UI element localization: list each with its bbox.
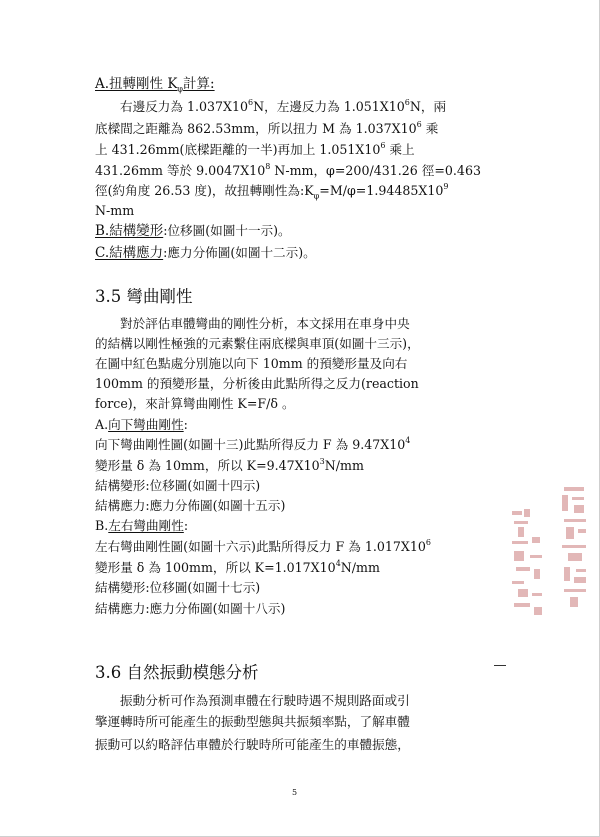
section-a-line-2: 底樑間之距離為 862.53mm，所以扭力 M 為 $1.037X10^6$ 乘: [95, 120, 439, 136]
section-b-line: B.結構變形:位移圖(如圖十一示)。: [95, 223, 291, 239]
section-c-line: C.結構應力:應力分佈圖(如圖十二示)。: [95, 245, 316, 261]
section-3-5-para-2: 的結構以剛性極強的元素繫住兩底樑與車頂(如圖十三示)，: [95, 336, 420, 351]
section-3-6-para-1: 振動分析可作為預測車體在行駛時遇不規則路面或引: [120, 693, 410, 708]
subsection-b-line-4: 結構應力:應力分佈圖(如圖十八示): [95, 601, 286, 616]
page-number: 5: [292, 788, 298, 797]
subsection-a-heading: A.向下彎曲剛性:: [95, 417, 188, 432]
section-a-line-5: 徑(約角度 26.53 度)，故扭轉剛性為$:K_\varphi=M/\varphi=1.94485X10^9$: [95, 182, 449, 201]
seal-stamp-right: [560, 483, 592, 613]
subsection-a-line-3: 結構變形:位移圖(如圖十四示): [95, 478, 261, 493]
section-3-5-para-5: force)，來計算彎曲剛性 K=F/δ 。: [95, 396, 295, 411]
subsection-a-line-2: 變形量 δ 為 10mm，所以 $K=9.47X10^3N/mm$: [95, 457, 364, 473]
seal-stamp-left: [510, 507, 550, 619]
subsection-a-line-4: 結構應力:應力分佈圖(如圖十五示): [95, 498, 286, 513]
section-3-5-para-1: 對於評估車體彎曲的剛性分析，本文採用在車身中央: [120, 316, 410, 331]
section-a-line-1: 右邊反力為 $1.037X10^6N$，左邊反力為 $1.051X10^6N$，兩: [120, 98, 447, 114]
section-3-6-para-2: 擎運轉時所可能產生的振動型態與共振頻率點，了解車體: [95, 714, 410, 729]
section-a-line-3: 上 431.26mm(底樑距離的一半)再加上 $1.051X10^6$ 乘上: [95, 141, 415, 157]
margin-dash: [494, 665, 506, 666]
subsection-b-line-1: 左右彎曲剛性圖(如圖十六示)此點所得反力 F 為 $1.017X10^6$: [95, 538, 431, 554]
subsection-b-line-2: 變形量 δ 為 100mm，所以 $K=1.017X10^4N/mm$: [95, 559, 380, 575]
section-3-5-para-4: 100mm 的預變形量，分析後由此點所得之反力(reaction: [95, 376, 419, 391]
subsection-b-line-3: 結構變形:位移圖(如圖十七示): [95, 580, 261, 595]
section-3-6-para-3: 振動可以約略評估車體於行駛時所可能產生的車體振態，: [95, 737, 410, 752]
section-a-line-6: N-mm: [95, 203, 135, 218]
section-a-heading: A.扭轉剛性 $K_\varphi$計算:: [95, 76, 215, 94]
subsection-a-line-1: 向下彎曲剛性圖(如圖十三)此點所得反力 F 為 $9.47X10^4$: [95, 436, 411, 452]
section-3-5-heading: 3.5 彎曲剛性: [95, 287, 193, 306]
section-a-line-4: 431.26mm 等於 $9.0047X10^8$ N-mm，φ=200/431.26 徑=0.463: [95, 162, 481, 178]
section-3-5-para-3: 在圖中紅色點處分別施以向下 10mm 的預變形量及向右: [95, 356, 408, 371]
section-3-6-heading: 3.6 自然振動模態分析: [95, 663, 259, 682]
subsection-b-heading: B.左右彎曲剛性:: [95, 518, 189, 533]
